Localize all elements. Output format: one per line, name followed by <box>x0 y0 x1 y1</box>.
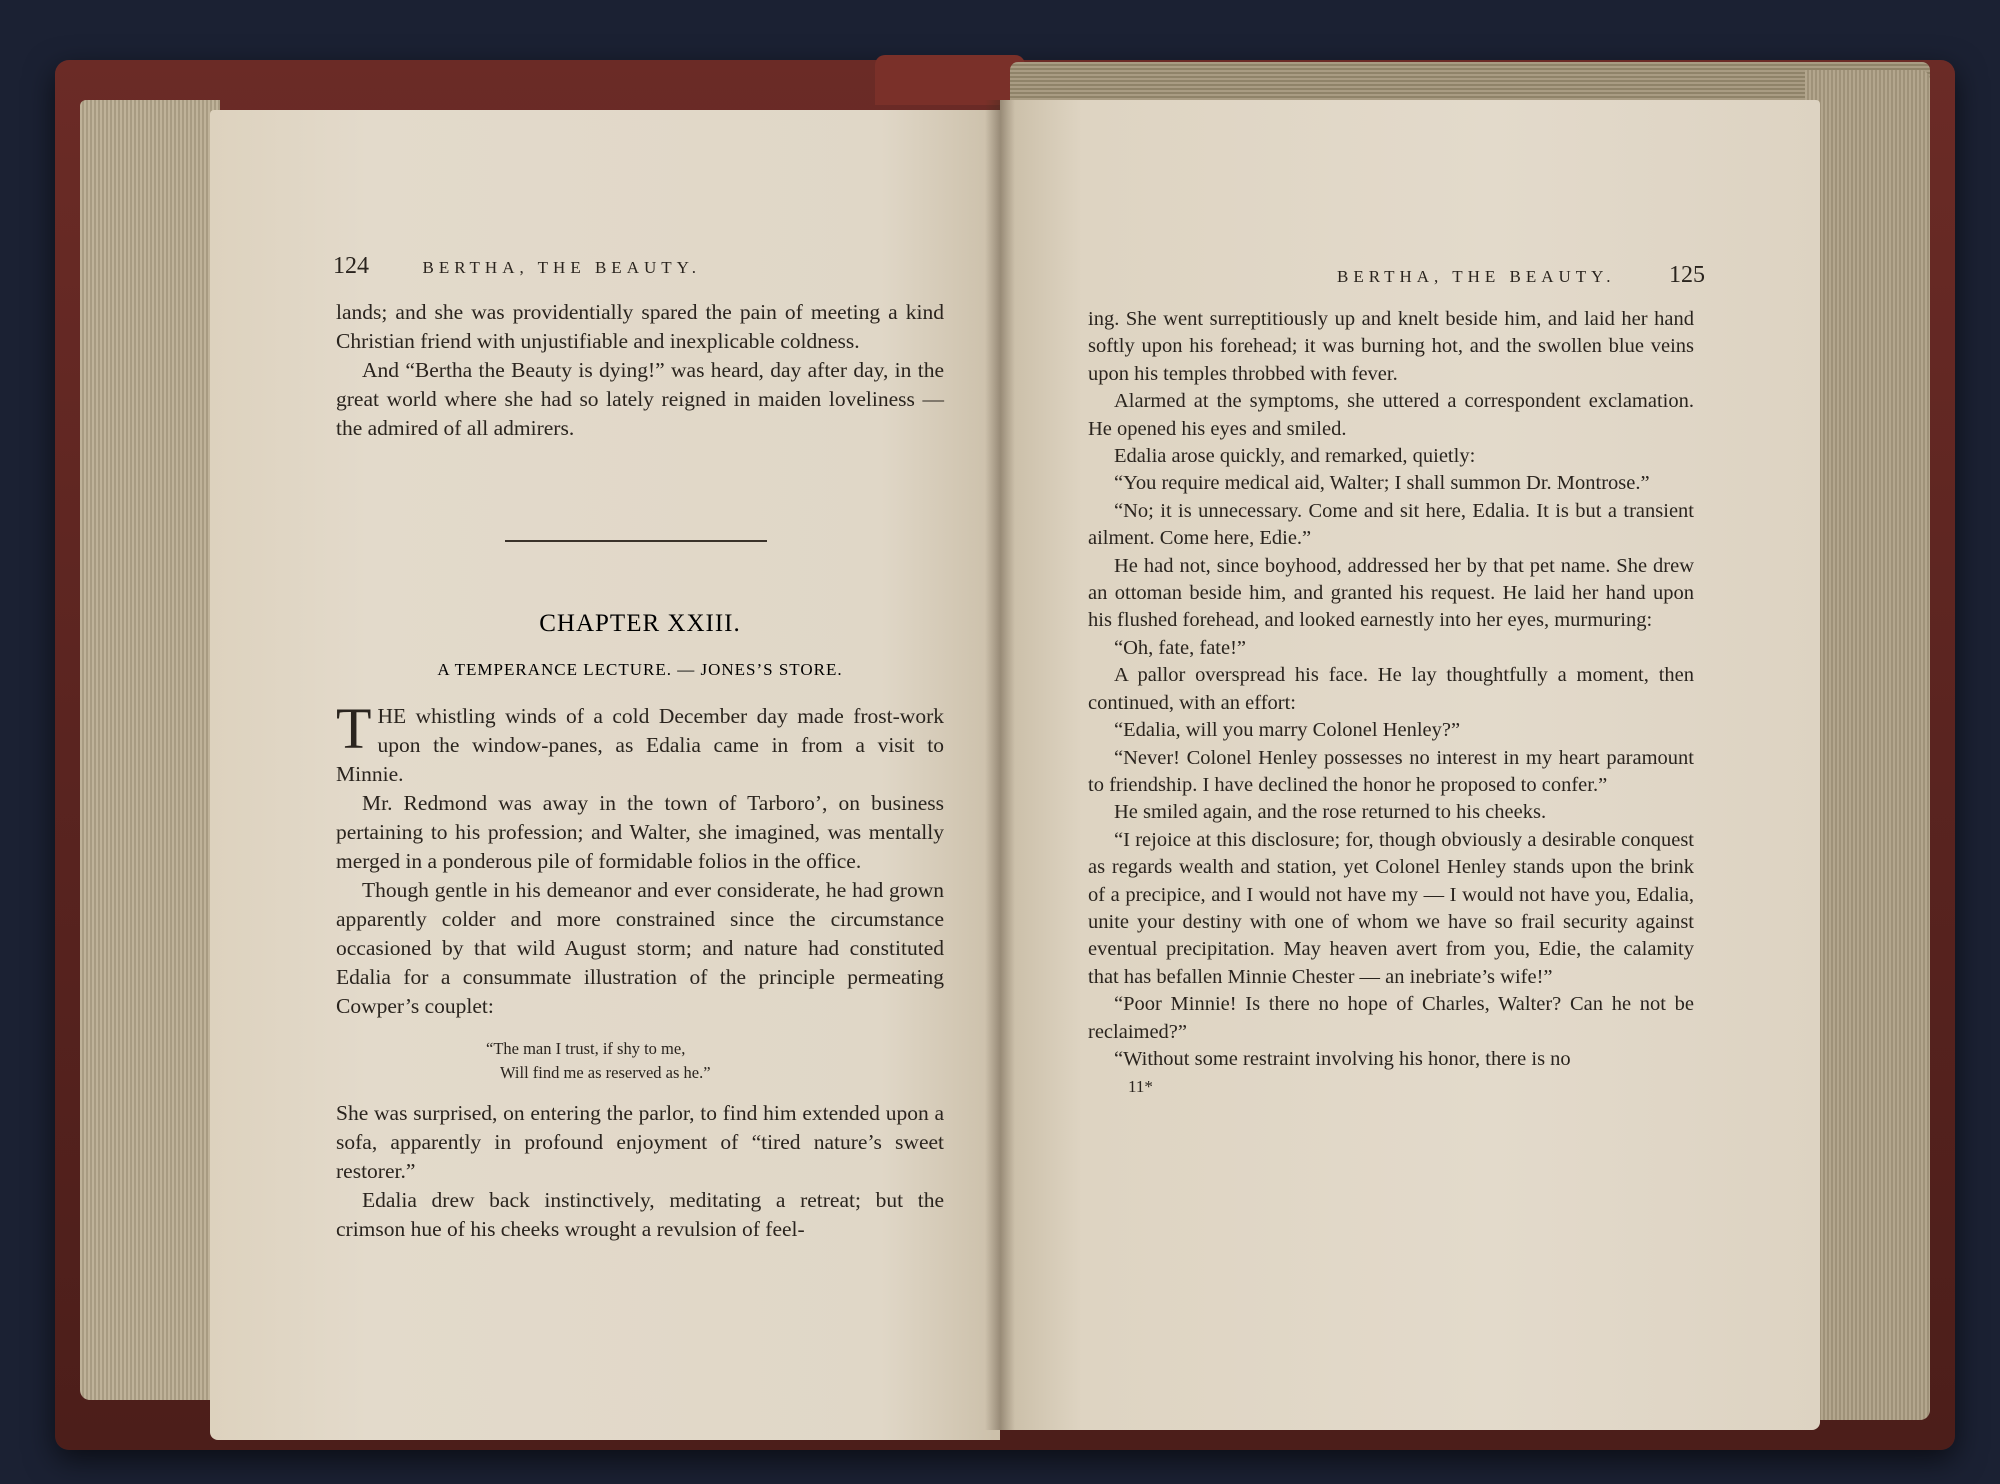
left-running-head <box>333 253 803 280</box>
left-page-chapter-text <box>336 696 944 1244</box>
paragraph: ing. She went surreptitiously up and knelt beside him, and laid her hand softly upon his forehead; it was burning hot, and the swollen blue veins upon his temples throbbed with fever. <box>1088 308 1694 385</box>
paragraph: Though gentle in his demeanor and ever considerate, he had grown apparently colder and more constrained since the circumstance occasioned by that wild August storm; and nature had constituted Edalia for a consummate illustration of the principle permeating Cowper’s couplet: <box>336 878 944 1018</box>
paragraph: lands; and she was providentially spared the pain of meeting a kind Christian friend with unjustifiable and inexplicable coldness. <box>336 300 944 353</box>
verse-line: “The man I trust, if shy to me, <box>486 1039 686 1058</box>
verse-couplet <box>486 1037 944 1085</box>
paragraph: “Edalia, will you marry Colonel Henley?” <box>1114 719 1461 742</box>
paragraph: “Poor Minnie! Is there no hope of Charles, Walter? Can he not be reclaimed?” <box>1088 993 1694 1043</box>
chapter-title: CHAPTER XXIII. <box>539 610 741 637</box>
dropcap: T <box>336 696 372 761</box>
right-page-text <box>1088 306 1694 1101</box>
paragraph: A pallor overspread his face. He lay thoughtfully a moment, then continued, with an effort: <box>1088 664 1694 714</box>
signature-mark: 11* <box>1128 1077 1153 1097</box>
paragraph: She was surprised, on entering the parlor, to find him extended upon a sofa, apparently in profound enjoyment of “tired nature’s sweet restorer.” <box>336 1101 944 1183</box>
paragraph: Mr. Redmond was away in the town of Tarboro’, on business pertaining to his profession; and Walter, she imagined, was mentally merged in a ponderous pile of formidable folios in the office. <box>336 791 944 873</box>
opening-text: HE whistling winds of a cold December day made frost-work upon the window-panes, as Edalia came in from a visit to Minnie. <box>336 704 944 786</box>
verse-line: Will find me as reserved as he.” <box>500 1063 711 1082</box>
paragraph: “No; it is unnecessary. Come and sit here, Edalia. It is but a transient ailment. Come here, Edie.” <box>1088 499 1694 550</box>
right-running-title: BERTHA, THE BEAUTY. <box>1337 267 1616 286</box>
paragraph: “Oh, fate, fate!” <box>1114 636 1247 659</box>
opening-paragraph <box>336 696 944 789</box>
paragraph: He smiled again, and the rose returned to his cheeks. <box>1114 801 1547 824</box>
right-page-stack <box>1805 70 1930 1420</box>
book-gutter <box>985 100 1015 1430</box>
right-page-number: 125 <box>1669 262 1705 288</box>
paragraph: “I rejoice at this disclosure; for, though obviously a desirable conquest as regards wealth and station, yet Colonel Henley stands upon the brink of a precipice, and I would not have my — I would not have you, Edalia, unite your destiny with one of whom we have so frail security against eventual precipitation. May heaven avert from you, Edie, the calamity that has befallen Minnie Chester — an inebriate’s wife!” <box>1088 828 1694 988</box>
paragraph: “Without some restraint involving his honor, there is no <box>1114 1047 1571 1070</box>
paragraph: Edalia drew back instinctively, meditating a retreat; but the crimson hue of his cheeks wrought a revulsion of feel- <box>336 1188 944 1241</box>
paragraph: Alarmed at the symptoms, she uttered a correspondent exclamation. He opened his eyes and smiled. <box>1088 390 1694 440</box>
right-running-head <box>1235 262 1705 289</box>
paragraph: Edalia arose quickly, and remarked, quietly: <box>1114 445 1476 468</box>
book-spine-top <box>875 55 1025 105</box>
paragraph: He had not, since boyhood, addressed her by that pet name. She drew an ottoman beside him, and granted his request. He laid her hand upon his flushed forehead, and looked earnestly into her eyes, murmuring: <box>1088 554 1694 632</box>
paragraph: “You require medical aid, Walter; I shall summon Dr. Montrose.” <box>1114 472 1650 495</box>
section-divider <box>505 540 767 542</box>
chapter-subtitle: A TEMPERANCE LECTURE. — JONES’S STORE. <box>437 660 843 679</box>
left-page-stack <box>80 100 220 1400</box>
left-running-title: BERTHA, THE BEAUTY. <box>422 258 701 277</box>
paragraph: “Never! Colonel Henley possesses no interest in my heart paramount to friendship. I have declined the honor he proposed to confer.” <box>1088 746 1694 796</box>
left-page-top-text <box>336 298 944 443</box>
paragraph: And “Bertha the Beauty is dying!” was heard, day after day, in the great world where she had so lately reigned in maiden loveliness — the admired of all admirers. <box>336 358 944 440</box>
left-page-number: 124 <box>333 253 369 279</box>
